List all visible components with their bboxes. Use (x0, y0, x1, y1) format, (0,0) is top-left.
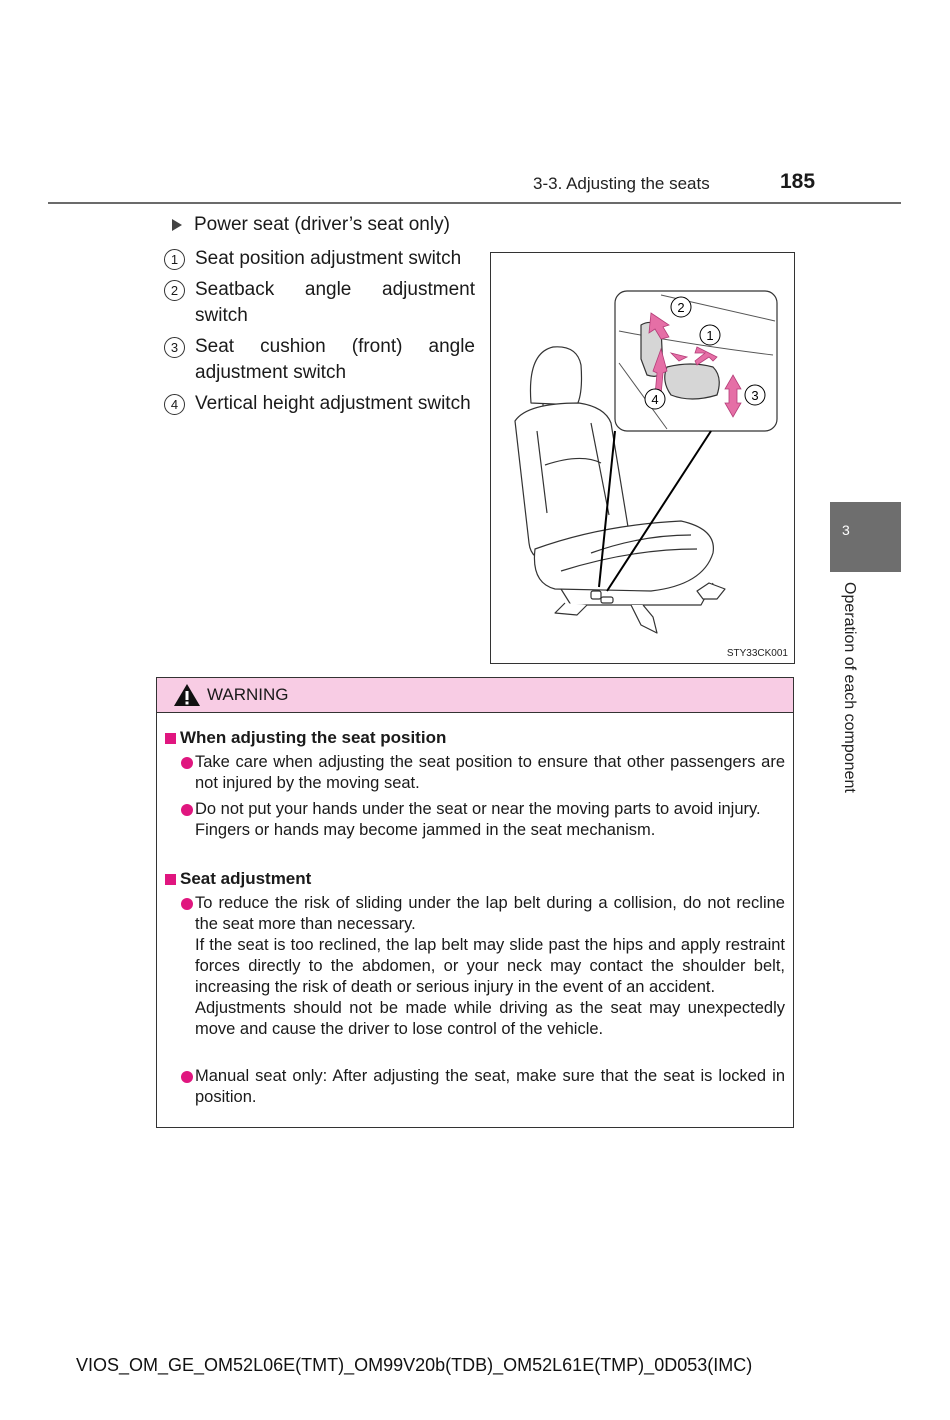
item-number: 4 (164, 394, 185, 415)
dot-bullet-icon (181, 898, 193, 910)
list-item (164, 334, 475, 386)
item-number: 2 (164, 280, 185, 301)
square-bullet-icon (165, 874, 176, 885)
footer-doc-code: VIOS_OM_GE_OM52L06E(TMT)_OM99V20b(TDB)_OM52L61E(TMP)_0D053(IMC) (76, 1355, 753, 1375)
page-number: 185 (780, 170, 816, 193)
callout-label: 4 (651, 392, 659, 407)
bullet-text: Manual seat only: After adjusting the seat, make sure that the seat is locked in position. (195, 1067, 785, 1106)
item-text: Seatback angle adjustment switch (195, 279, 475, 326)
chapter-tab (830, 502, 901, 572)
chapter-number: 3 (842, 522, 850, 538)
bullet-text: To reduce the risk of sliding under the lap belt during a collision, do not recline the seat more than necessary. If the seat is too reclined, the lap belt may slide past the hips and apply restraint forces directly to the abdomen, or your neck may contact the shoulder belt, increasing the risk of death or serious injury in the event of an accident. Adjustments should not be made while driving as the seat may unexpectedly move and cause the driver to lose control of the vehicle. (195, 894, 785, 1038)
dot-bullet-icon (181, 804, 193, 816)
warning-bullet (181, 1066, 785, 1108)
callout-label: 2 (677, 300, 685, 315)
callout-label: 1 (706, 328, 714, 343)
bullet-text: Do not put your hands under the seat or near the moving parts to avoid injury. Fingers or hands may become jammed in the seat mechanism. (195, 800, 761, 839)
section-title: 3-3. Adjusting the seats (533, 174, 710, 193)
warning-bullet (181, 799, 785, 841)
seat-figure (490, 252, 795, 664)
list-item (164, 391, 475, 417)
warning-box (156, 677, 794, 1128)
item-number: 3 (164, 337, 185, 358)
item-number: 1 (164, 249, 185, 270)
warning-bullet (181, 752, 785, 794)
warning-section-heading (165, 869, 311, 889)
square-bullet-icon (165, 733, 176, 744)
chapter-label: Operation of each component (841, 582, 858, 793)
item-text: Seat position adjustment switch (195, 248, 462, 269)
callout-label: 3 (751, 388, 759, 403)
warning-section-heading (165, 728, 446, 748)
warning-bullet (181, 893, 785, 1040)
header-rule (48, 202, 901, 204)
dot-bullet-icon (181, 757, 193, 769)
power-seat-illustration (491, 253, 794, 663)
list-item (164, 277, 475, 329)
bullet-text: Take care when adjusting the seat position to ensure that other passengers are not injured by the moving seat. (195, 753, 785, 792)
warning-triangle-icon (173, 683, 201, 707)
figure-code: STY33CK001 (726, 648, 788, 659)
section-heading-text: Seat adjustment (180, 869, 312, 888)
triangle-bullet-icon (172, 219, 182, 231)
item-text: Vertical height adjustment switch (195, 393, 471, 414)
section-heading-text: When adjusting the seat position (180, 728, 447, 747)
subheading-text: Power seat (driver’s seat only) (194, 214, 450, 235)
warning-header (157, 678, 793, 713)
warning-title: WARNING (207, 685, 289, 704)
list-item (164, 246, 475, 272)
dot-bullet-icon (181, 1071, 193, 1083)
item-text: Seat cushion (front) angle adjustment switch (195, 336, 475, 383)
subheading (172, 214, 450, 236)
